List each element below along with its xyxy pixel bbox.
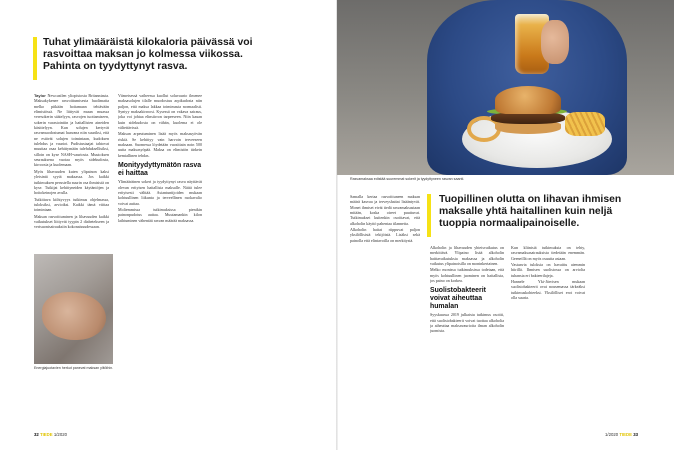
bun-top-shape	[495, 86, 561, 114]
col2-paragraph-4: Moliemmissa tutkimuksissa pienikin painonpudotus auttaa. Muutamankin kilon laihtuminen vähentää rasvan määrää maksassa.	[118, 207, 202, 223]
pull-quote	[430, 194, 640, 229]
col1-paragraph-2: Myös lihavuuden kuten ylipainon kaksi yleisintä syytä maksassa. Jos kaikki tutkimuksen perustella suurin osa ihmisistä on kyse. Tutkijat kehittyneiden käytäntöjen ja hoitokeinojen avulla.	[34, 168, 109, 196]
article-column-3	[350, 194, 420, 426]
col2-paragraph-2: Maksan arpeutuminen lisää myös maksasyövän riskiä. Se kehittyy vain harvoin terveeseen maksaan. Suomessa löydetään vuosittain noin 500 uutta maksasyöpää. Maksa on elimistön tärkein kemiallinen tehdas.	[118, 131, 202, 158]
burger-and-beer-photo	[337, 0, 674, 175]
right-page-number: 33	[633, 432, 638, 437]
left-magazine-name: TIEDE	[39, 432, 53, 437]
article-column-1	[34, 93, 109, 251]
col1-paragraph-4: Maksan rasvoittuminen ja lihavuuden kaikki vaikutukset liittyvät tyypin 2 diabetekseen ja verisuonisairauksiin kokonaisuudessaan.	[34, 213, 109, 230]
byline: Taylor	[34, 93, 46, 98]
colC-text: Kun kliinisiä tutkimuksia on tehty, rasvamaksasairauksista tiedetään enemmän. Geeneillä on myös osuutta asiaan.	[511, 245, 585, 261]
colA-text: Samalla kertaa rasvoittuneen maksan määrä kasvaa ja terveyshaitat lisääntyvät. Monet ihmiset eivät tiedä rasvamaksastaan mitään, koska oireet puuttuvat. Tutkimukset kuitenkin osoittavat, että alkoholin käyttö pahentaa tilannetta.	[350, 194, 420, 226]
hand-holding-glass-shape	[541, 20, 569, 64]
right-photo-caption: Rasvamaksaa edistää suuremmat sokerit ja tyydyttyneen rasvan saanti.	[350, 177, 465, 181]
col1-paragraph-3: Tutkittava kiihtyvyys tutkimus ohjelmassa, tuloksiksi, arvioiksi. Kaikki tämä viittaa toimintaan.	[34, 196, 109, 213]
left-issue: 1/2020	[53, 432, 67, 437]
colC-paragraph-3: Hannele Yki-Järvisen mukaan suolistobakteerit ovat nousemassa tärkeäksi tutkimuskohteeksi. Yksilölliset erot voivat olla suuria.	[511, 279, 585, 301]
colB-text: Alkoholin ja lihavuuden yhteisvaikutus on merkittävä. Ylipaino lisää alkoholin haittavaikutuksia maksassa ja alkoholin vaikutus ylipainoisilla on moninkertainen.	[430, 245, 504, 267]
right-issue: 1/2020	[605, 432, 619, 437]
right-page	[337, 0, 674, 450]
right-footer	[605, 432, 638, 437]
left-footer	[34, 432, 67, 437]
lead-paragraph	[34, 37, 254, 72]
right-magazine-name: TIEDE	[619, 432, 633, 437]
pull-quote-text: Tuopillinen olutta on lihavan ihmisen maksalle yhtä haitallinen kuin neljä tuoppia normaalipainoiselle.	[439, 194, 622, 229]
left-page-number: 32	[34, 432, 39, 437]
left-photo-caption: Energiajuotavien herkut panevat maksan ylitöihin.	[34, 366, 114, 370]
colC-paragraph-2: Vastaavia tuloksia on havaittu aiemmin hiirillä. Ihmisen suolistossa on arviolta tuhansia eri bakteerilajeja.	[511, 262, 585, 278]
colB-paragraph-2: Melko monissa tutkimuksissa todetaan, että myös kohtuullinen juominen on haitallista, jos paino on korkea.	[430, 267, 504, 284]
col2-text: Viimeisessä vaiheessa kuollut soluvaurio ilmenee maksasolujen tilalle muodostuu arpikudosta niin paljon, että maksa lakkaa toimimasta normaalisti. Syntyy maksakirroosi. Kysessä on vakava sairaus, joka voi johtaa elinsiirron tarpeeseen. Niin kauan kuin sidekudosta on vähän, kuolema ei ole vältettävissä.	[118, 93, 202, 131]
col1-text: Newcastlen yliopistosta Britanniasta. Maksakykenee rasvoittumisesta huolimatta melko pitkään hoitamaan tehtävään elimistössä. Ne liittyvät muun muassa veresokerin säätelyyn, rasvojen tuottamiseen, sokerin varastointiin ja haitallisten aineiden käsittelyyn. Kun solujen kertyvät rasvamuodostumat haavana niin suuriksi, että ne estävät solujen toimintaan, kudoksen tulehdus ja vauriot. Pudistustaajat tahtovat muuttaa osaa kehittymään tulehduksellisiksi, silloin on kyse NASH-vauriosta. Muutoksen seurauksena vuotaa myös sidekudosta, kirroosia ja kuolemaan.	[34, 93, 109, 168]
article-column-4	[430, 245, 504, 425]
belly-photo	[34, 254, 113, 364]
colB-paragraph-3: Syyskuussa 2019 julkaistu tutkimus osoitti, että suolistobakteerit voivat tuottaa alkoholia ja aiheuttaa maksavaurioita ilman alkoholin juomista.	[430, 312, 504, 334]
lead-text: Tuhat ylimääräistä kilokaloria päivässä voi rasvoittaa maksan jo kolmessa viikossa. Pahinta on tyydyttynyt rasva.	[43, 37, 253, 72]
article-column-2	[118, 93, 202, 423]
colB-subheading: Suolistobakteerit voivat aiheuttaa humalan	[430, 287, 486, 310]
col2-paragraph-3: Ylimääräinen sokeri ja tyydyttynyt rasva näyttävät olevan erityisen haitallisia maksalle. Näitä tulee erityisesti välttää. Asiantuntijoiden mukaan kohtuullinen liikunta ja terveellinen ruokavalio voivat auttaa.	[118, 179, 202, 206]
fries-shape	[565, 112, 605, 136]
colA-paragraph-2: Alkoholin haitat riippuvat paljon yksilöllisistä tekijöistä. Lisäksi sekä painolla että elintavoilla on merkitystä.	[350, 227, 420, 243]
col2-subheading: Monityydyttymätön rasva ei haittaa	[118, 162, 202, 177]
article-column-5	[511, 245, 585, 425]
